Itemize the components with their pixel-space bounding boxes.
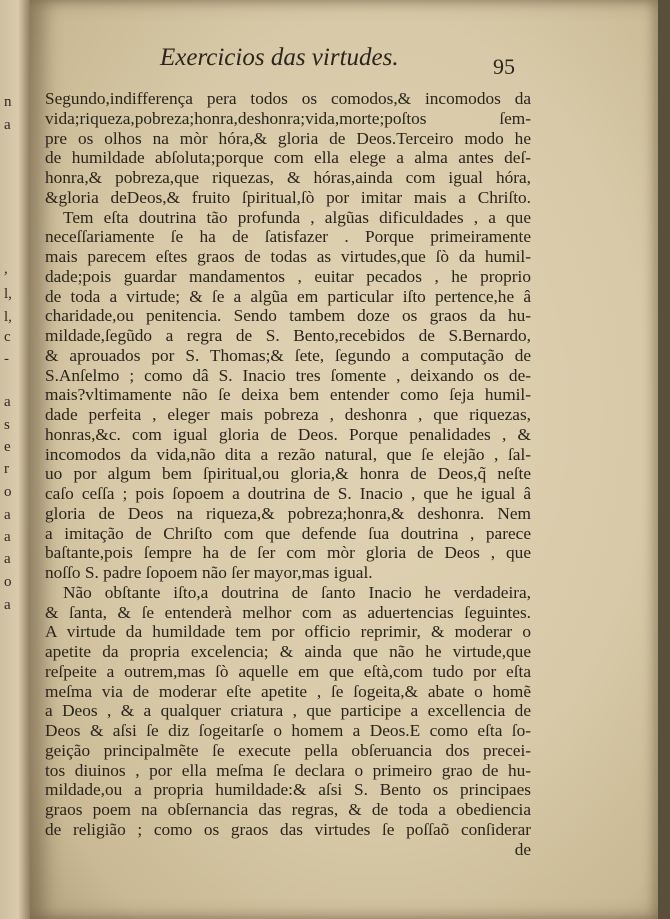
text-line: meſma via de moderar eſte apetite , ſe ſogeita,& abate o homẽ — [45, 681, 531, 701]
text-line: honras,&c. com igual gloria de Deos. Porque penalidades , & — [45, 424, 531, 444]
text-line: incomodos da vida,não dita a rezão natural, que ſe elejão , ſal- — [45, 444, 531, 464]
text-line: Deos & aſsi ſe diz ſogeitarſe o homem a Deos.E como eſta ſo- — [45, 721, 531, 740]
facing-page-text-fragment: a — [4, 117, 11, 133]
text-line: Tem eſta doutrina tão profunda , algũas dificuldades , a que — [63, 207, 531, 227]
facing-page-text-fragment: l, — [4, 309, 12, 325]
page-number: 95 — [493, 54, 515, 79]
facing-page-text-fragment: a — [4, 394, 11, 410]
text-line: mais parecem eſtes graos de todas as virtudes,que ſò da humil- — [45, 247, 531, 266]
text-line: de humildade abſoluta;porque com ella elege a alma antes deſ- — [45, 148, 531, 168]
text-line: graos poem na obſernancia das regras, & de toda a obediencia — [45, 800, 531, 819]
text-line: honra,& pobreza,que riquezas, & hóras,ainda com igual hóra, — [45, 168, 531, 187]
facing-page-text-fragment: l, — [4, 286, 12, 302]
text-line: mildade,ou a propria humildade:& aſsi S. Bento os principaes — [45, 780, 531, 800]
text-line: noſſo S. padre ſopoem não ſer mayor,mas igual. — [45, 563, 373, 582]
text-line: de religião ; como os graos das virtudes ſe poſſaõ conſiderar — [45, 819, 531, 839]
facing-page-edge — [0, 0, 30, 919]
text-line: mildade,ſegũdo a regra de S. Bento,recebidos de S.Bernardo, — [45, 326, 531, 345]
facing-page-text-fragment: a — [4, 597, 11, 613]
text-line: Não obſtante iſto,a doutrina de ſanto Inacio he verdadeira, — [63, 582, 531, 602]
text-line: dade;pois guardar mandamentos , euitar pecados , he proprio — [45, 266, 531, 286]
facing-page-text-fragment: a — [4, 529, 11, 545]
text-line: a Deos , & a qualquer criatura , que participe a excellencia de — [45, 701, 531, 721]
text-line: geição principalmẽte ſe execute pella obſeruancia dos precei- — [45, 740, 531, 760]
facing-page-text-fragment: c — [4, 329, 11, 345]
facing-page-text-fragment: n — [4, 94, 12, 110]
scan-background — [658, 0, 670, 919]
running-head: Exercicios das virtudes. — [160, 44, 399, 71]
facing-page-text-fragment: o — [4, 484, 12, 500]
facing-page-text-fragment: s — [4, 417, 10, 433]
catchword: de — [514, 839, 531, 859]
text-line: pre os olhos na mòr hóra,& gloria de Deos.Terceiro modo he — [45, 128, 531, 148]
text-line: Segundo,indifferença pera todos os comodos,& incomodos da — [45, 89, 531, 108]
text-line: tos diuinos , por ella meſma ſe declara o primeiro grao de hu- — [45, 760, 531, 780]
text-line: S.Anſelmo ; como dâ S. Inacio tres ſomente , deixando os de- — [45, 365, 531, 385]
text-line: mais?vltimamente não ſe deixa bem entender como ſeja humil- — [45, 385, 531, 405]
facing-page-text-fragment: , — [4, 261, 8, 277]
facing-page-text-fragment: a — [4, 551, 11, 567]
text-line: gloria de Deos na riqueza,& pobreza;honra,& deshonra. Nem — [45, 503, 531, 523]
text-line: &gloria deDeos,& fruito ſpiritual,ſò por imitar mais a Chriſto. — [45, 187, 531, 207]
text-line: de toda a virtude; & ſe a algũa em particular iſto pertence,he â — [45, 286, 531, 306]
text-line: baſtante,pois ſempre ha de ſer com mòr gloria de Deos , que — [45, 543, 531, 563]
text-line: caſo ceſſa ; pois ſopoem a doutrina de S. Inacio , que he igual â — [45, 484, 531, 503]
facing-page-text-fragment: - — [4, 351, 9, 367]
facing-page-text-fragment: o — [4, 574, 12, 590]
text-line: A virtude da humildade tem por officio reprimir, & moderar o — [45, 622, 531, 642]
text-line: a imitação de Chriſto com que defende ſua doutrina , parece — [45, 523, 531, 543]
text-line: apetite da propria excelencia; & ainda que não he virtude,que — [45, 642, 531, 661]
text-line: vida;riqueza,pobreza;honra,deshonra;vida,morte;poſtos ſem- — [45, 108, 531, 128]
text-line: dade perfeita , eleger mais pobreza , deshonra , que riquezas, — [45, 405, 531, 424]
body-text — [45, 89, 531, 859]
facing-page-text-fragment: e — [4, 439, 11, 455]
facing-page-text-fragment: a — [4, 507, 11, 523]
text-line: charidade,ou penitencia. Sendo tambem doze os graos da hu- — [45, 306, 531, 326]
text-line: neceſſariamente ſe ha de ſatisfazer . Porque primeiramente — [45, 227, 531, 247]
text-line: & ſanta, & ſe entenderà melhor com as aduertencias ſeguintes. — [45, 602, 531, 622]
text-line: reſpeite a outrem,mas ſò aquelle em que eſtà,com tudo por eſta — [45, 661, 531, 681]
facing-page-text-fragment: r — [4, 461, 9, 477]
text-line: uo por algum bem ſpiritual,ou gloria,& honra de Deos,q̃ neſte — [45, 464, 531, 484]
text-line: & aprouados por S. Thomas;& ſete, ſegundo a computação de — [45, 345, 531, 365]
